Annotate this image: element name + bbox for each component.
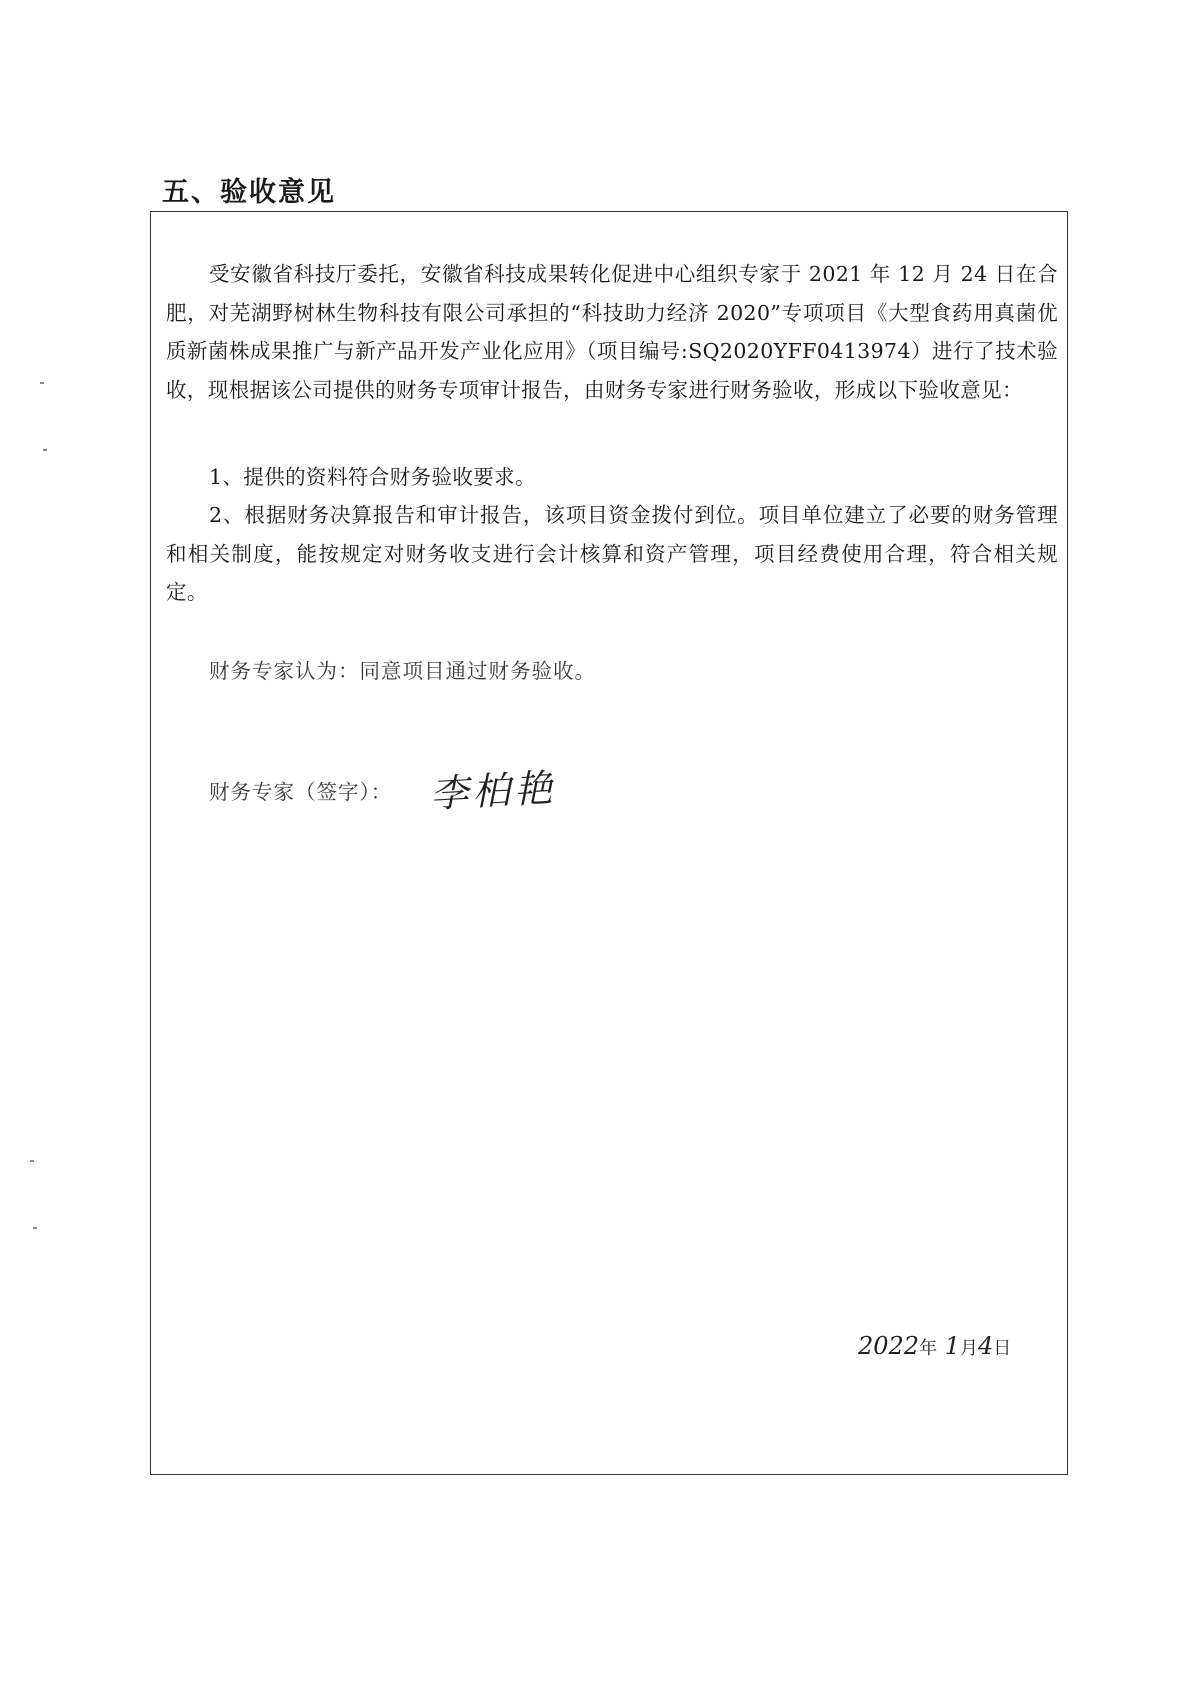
paragraph-item-2: 2、根据财务决算报告和审计报告，该项目资金拨付到位。项目单位建立了必要的财务管理和相关制度，能按规定对财务收支进行会计核算和资产管理，项目经费使用合理，符合相关规定。 — [166, 503, 1058, 604]
paragraph-intro: 受安徽省科技厅委托，安徽省科技成果转化促进中心组织专家于 2021 年 12 月 24 日在合肥，对芜湖野树林生物科技有限公司承担的“科技助力经济 2020”专项项目《大型食药用真菌优质新菌株成果推广与新产品开发产业化应用》（项目编号:SQ2020YFF0413974）进行了技术验收，现根据该公司提供的财务专项审计报告，由财务专家进行财务验收，形成以下验收意见： — [166, 262, 1058, 402]
date-month-unit: 月 — [960, 1338, 978, 1359]
scan-speck — [43, 449, 47, 451]
handwritten-signature: 李柏艳 — [429, 765, 558, 817]
scan-speck — [33, 1227, 37, 1229]
date-year-unit: 年 — [919, 1338, 938, 1359]
expert-opinion: 财务专家认为：同意项目通过财务验收。 — [209, 659, 596, 683]
signature-label: 财务专家（签字）： — [209, 780, 393, 804]
date-year: 2022 — [858, 1332, 920, 1360]
scan-speck — [40, 382, 44, 384]
section-title: 五、验收意见 — [162, 177, 336, 208]
date-day: 4 — [978, 1332, 994, 1360]
date-month: 1 — [944, 1332, 960, 1360]
paragraph-item-1: 1、提供的资料符合财务验收要求。 — [209, 465, 536, 489]
scan-speck — [30, 1160, 34, 1162]
signing-date — [858, 1332, 1011, 1360]
date-day-unit: 日 — [993, 1338, 1012, 1359]
